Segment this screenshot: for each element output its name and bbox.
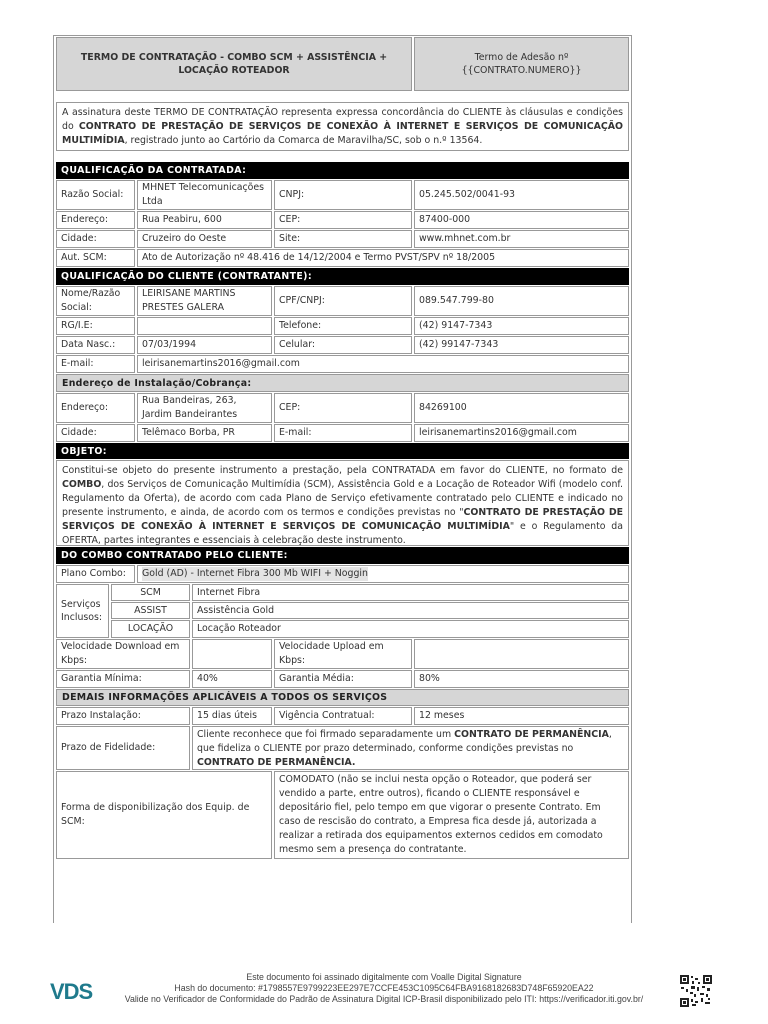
razao-label: Razão Social: — [56, 180, 135, 210]
servico-name: Internet Fibra — [192, 584, 629, 601]
upload-label: Velocidade Upload em Kbps: — [274, 639, 412, 669]
gmed-value: 80% — [414, 670, 629, 688]
nome-label: Nome/Razão Social: — [56, 286, 135, 316]
garantia-row — [56, 670, 629, 688]
combo-plano-row — [56, 565, 629, 583]
velocidade-row — [56, 639, 629, 669]
gmin-value: 40% — [192, 670, 272, 688]
cliente-row-2 — [56, 317, 629, 335]
download-label: Velocidade Download em Kbps: — [56, 639, 190, 669]
adhesion-box — [414, 37, 629, 91]
celular-label: Celular: — [274, 336, 412, 354]
nasc-label: Data Nasc.: — [56, 336, 135, 354]
servicos-label: Serviços Inclusos: — [56, 584, 109, 638]
contratada-heading: QUALIFICAÇÃO DA CONTRATADA: — [56, 162, 629, 179]
inst-cidade-value: Telêmaco Borba, PR — [137, 424, 272, 442]
prazo-row — [56, 707, 629, 725]
gmed-label: Garantia Média: — [274, 670, 412, 688]
email-label: E-mail: — [56, 355, 135, 373]
vigencia-value: 12 meses — [414, 707, 629, 725]
contratada-row-4 — [56, 249, 629, 267]
servico-name: Locação Roteador — [192, 620, 629, 638]
nome-value: LEIRISANE MARTINS PRESTES GALERA — [137, 286, 272, 316]
razao-value: MHNET Telecomunicações Ltda — [137, 180, 272, 210]
site-value[interactable]: www.mhnet.com.br — [414, 230, 629, 248]
prazo-value: 15 dias úteis — [192, 707, 272, 725]
gmin-label: Garantia Mínima: — [56, 670, 190, 688]
header-row — [56, 37, 629, 91]
aut-label: Aut. SCM: — [56, 249, 135, 267]
servico-code: SCM — [111, 584, 190, 601]
servico-code: LOCAÇÃO — [111, 620, 190, 638]
contract-frame — [53, 35, 632, 923]
objeto-paragraph: Constitui-se objeto do presente instrumento a prestação, pela CONTRATADA em favor do CLIENTE, no formato de COMBO, dos Serviços de Comunicação Multimídia (SCM), Assistência Gold e a Locação de Roteador Wifi (modelo conf. Regulamento da Oferta), de acordo com cada Plano de Serviço efetivamente contratado pelo CLIENTE e indicado no presente instrumento, e ainda, de acordo com os termos e condições previstas no "CONTRATO DE PRESTAÇÃO DE SERVIÇOS DE CONEXÃO À INTERNET E SERVIÇOS DE COMUNICAÇÃO MULTIMÍDIA" e o Regulamento da OFERTA, partes integrantes e essenciais à celebração deste instrumento. — [56, 460, 629, 546]
inst-cep-label: CEP: — [274, 393, 412, 423]
signature-hash: Hash do documento: #1798557E9799223EE297E7CCFE453C1095C64FBA9168182683D748F65920EA22 — [174, 983, 594, 993]
email-value[interactable]: leirisanemartins2016@gmail.com — [137, 355, 629, 373]
cidade-value: Cruzeiro do Oeste — [137, 230, 272, 248]
plano-label: Plano Combo: — [56, 565, 135, 583]
fidelidade-value: Cliente reconhece que foi firmado separadamente um CONTRATO DE PERMANÊNCIA, que fideliza o CLIENTE por prazo determinado, conforme condições previstas no CONTRATO DE PERMANÊNCIA. — [192, 726, 629, 770]
inst-cep-value: 84269100 — [414, 393, 629, 423]
cidade-label: Cidade: — [56, 230, 135, 248]
qr-code-icon — [680, 975, 712, 1007]
forma-row — [56, 771, 629, 859]
rg-value — [137, 317, 272, 335]
endereco-label: Endereço: — [56, 211, 135, 229]
nasc-value: 07/03/1994 — [137, 336, 272, 354]
contratada-row-2 — [56, 211, 629, 229]
cep-value: 87400-000 — [414, 211, 629, 229]
plano-value-text: Gold (AD) - Internet Fibra 300 Mb WIFI + Noggin — [142, 568, 368, 579]
objeto-heading: OBJETO: — [56, 443, 629, 459]
prazo-label: Prazo Instalação: — [56, 707, 190, 725]
inst-endereco-label: Endereço: — [56, 393, 135, 423]
combo-heading: DO COMBO CONTRATADO PELO CLIENTE: — [56, 547, 629, 564]
forma-label: Forma de disponibilização dos Equip. de SCM: — [56, 771, 272, 859]
demais-heading: DEMAIS INFORMAÇÕES APLICÁVEIS A TODOS OS SERVIÇOS — [56, 689, 629, 706]
aut-value: Ato de Autorização nº 48.416 de 14/12/2004 e Termo PVST/SPV nº 18/2005 — [137, 249, 629, 267]
inst-cidade-label: Cidade: — [56, 424, 135, 442]
celular-value: (42) 99147-7343 — [414, 336, 629, 354]
cnpj-value: 05.245.502/0041-93 — [414, 180, 629, 210]
inst-email-label: E-mail: — [274, 424, 412, 442]
instalacao-heading: Endereço de Instalação/Cobrança: — [56, 374, 629, 392]
servico-code: ASSIST — [111, 602, 190, 619]
signature-line-1: Este documento foi assinado digitalmente com Voalle Digital Signature — [246, 972, 522, 982]
instalacao-row-2 — [56, 424, 629, 442]
cliente-row-4 — [56, 355, 629, 373]
cliente-row-3 — [56, 336, 629, 354]
cliente-heading: QUALIFICAÇÃO DO CLIENTE (CONTRATANTE): — [56, 268, 629, 285]
adhesion-number: {{CONTRATO.NUMERO}} — [461, 65, 582, 76]
cnpj-label: CNPJ: — [274, 180, 412, 210]
cep-label: CEP: — [274, 211, 412, 229]
contratada-row-3 — [56, 230, 629, 248]
vds-logo: VDS — [50, 979, 93, 1004]
page-title: TERMO DE CONTRATAÇÃO - COMBO SCM + ASSISTÊNCIA + LOCAÇÃO ROTEADOR — [56, 37, 412, 91]
telefone-value: (42) 9147-7343 — [414, 317, 629, 335]
instalacao-row-1 — [56, 393, 629, 423]
download-value — [192, 639, 272, 669]
plano-value — [137, 565, 629, 583]
cliente-row-1 — [56, 286, 629, 316]
intro-paragraph: A assinatura deste TERMO DE CONTRATAÇÃO representa expressa concordância do CLIENTE às cláusulas e condições do CONTRATO DE PRESTAÇÃO DE SERVIÇOS DE CONEXÃO À INTERNET E SERVIÇOS DE COMUNICAÇÃO MULTIMÍDIA, registrado junto ao Cartório da Comarca de Maravilha/SC, sob o n.º 13564. — [56, 102, 629, 151]
servico-name: Assistência Gold — [192, 602, 629, 619]
cpf-label: CPF/CNPJ: — [274, 286, 412, 316]
cpf-value: 089.547.799-80 — [414, 286, 629, 316]
signature-verify: Valide no Verificador de Conformidade do Padrão de Assinatura Digital ICP-Brasil disponibilizado pelo ITI: https://verificador.iti.gov.br/ — [124, 994, 644, 1004]
adhesion-label: Termo de Adesão nº — [474, 52, 569, 63]
endereco-value: Rua Peabiru, 600 — [137, 211, 272, 229]
inst-email-value[interactable]: leirisanemartins2016@gmail.com — [414, 424, 629, 442]
site-label: Site: — [274, 230, 412, 248]
contratada-row-1 — [56, 180, 629, 210]
telefone-label: Telefone: — [274, 317, 412, 335]
forma-value: COMODATO (não se inclui nesta opção o Roteador, que poderá ser vendido a parte, entre outros), ficando o CLIENTE responsável e depositário fiel, pelo tempo em que vigorar o presente Contrato. Em caso de rescisão do contrato, a Empresa fica desde já, autorizada a realizar a retirada dos equipamentos externos cedidos em comodato mesmo sem a presença do contratante. — [274, 771, 629, 859]
inst-endereco-value: Rua Bandeiras, 263, Jardim Bandeirantes — [137, 393, 272, 423]
rg-label: RG/I.E: — [56, 317, 135, 335]
vigencia-label: Vigência Contratual: — [274, 707, 412, 725]
fidelidade-row — [56, 726, 629, 770]
fidelidade-label: Prazo de Fidelidade: — [56, 726, 190, 770]
upload-value — [414, 639, 629, 669]
servicos-block — [56, 584, 629, 638]
